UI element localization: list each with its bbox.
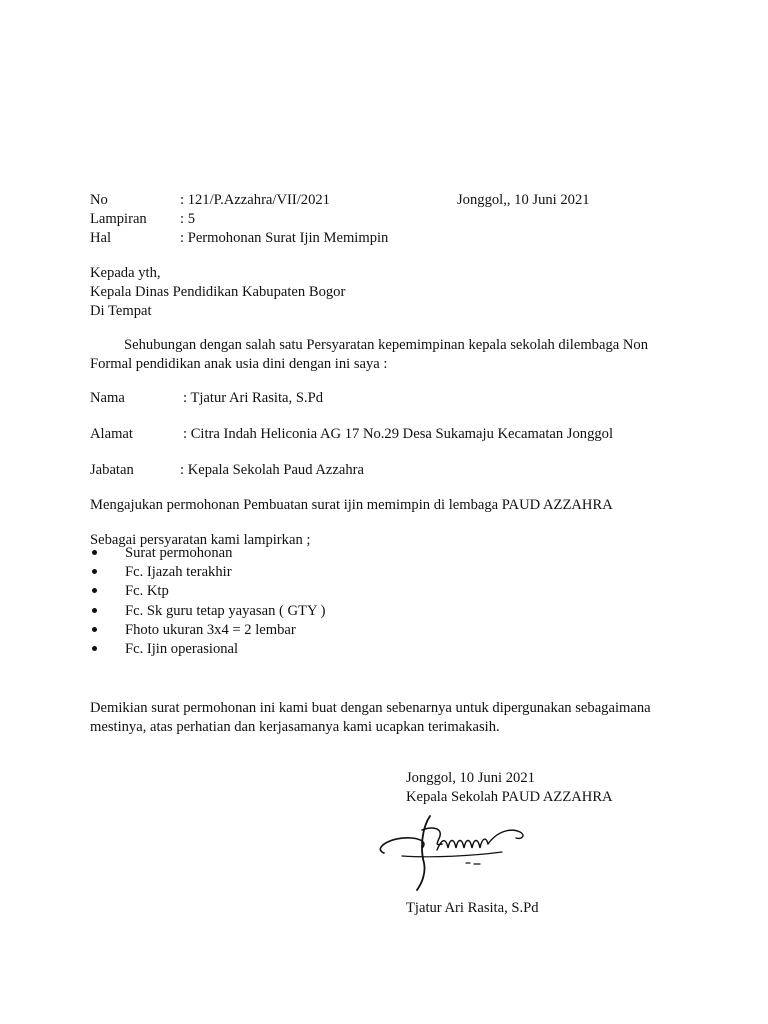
- recipient-greeting: Kepada yth,: [90, 265, 161, 281]
- handwritten-signature: [362, 808, 542, 898]
- field-value-alamat: : Citra Indah Heliconia AG 17 No.29 Desa Sukamaju Kecamatan Jonggol: [183, 426, 614, 442]
- field-label-jabatan: Jabatan: [90, 462, 134, 478]
- no-value: : 121/P.Azzahra/VII/2021: [180, 192, 330, 208]
- signature-position: Kepala Sekolah PAUD AZZAHRA: [406, 789, 613, 805]
- hal-label: Hal: [90, 230, 112, 246]
- request-text: Mengajukan permohonan Pembuatan surat ijin memimpin di lembaga PAUD AZZAHRA: [90, 497, 613, 513]
- recipient-place: Di Tempat: [90, 303, 152, 319]
- recipient-office: Kepala Dinas Pendidikan Kabupaten Bogor: [90, 284, 346, 300]
- bullet-icon: [92, 627, 97, 632]
- closing-line-1: Demikian surat permohonan ini kami buat dengan sebenarnya untuk dipergunakan sebagaimana: [90, 700, 651, 716]
- field-label-nama: Nama: [90, 390, 125, 406]
- list-item: Fhoto ukuran 3x4 = 2 lembar: [90, 621, 325, 640]
- list-item: Fc. Ijin operasional: [90, 640, 325, 659]
- attachments-intro: Sebagai persyaratan kami lampirkan ;: [90, 532, 311, 548]
- attachments-list: [90, 544, 325, 659]
- lampiran-label: Lampiran: [90, 211, 147, 227]
- list-item: Fc. Ktp: [90, 582, 325, 601]
- list-item: Fc. Sk guru tetap yayasan ( GTY ): [90, 602, 325, 621]
- field-value-nama: : Tjatur Ari Rasita, S.Pd: [183, 390, 323, 406]
- hal-value: : Permohonan Surat Ijin Memimpin: [180, 230, 389, 246]
- list-item: Surat permohonan: [90, 544, 325, 563]
- list-item: Fc. Ijazah terakhir: [90, 563, 325, 582]
- lampiran-value: : 5: [180, 211, 195, 227]
- intro-line-1: Sehubungan dengan salah satu Persyaratan kepemimpinan kepala sekolah dilembaga Non: [124, 337, 648, 353]
- header-place-date: Jonggol,, 10 Juni 2021: [457, 192, 590, 208]
- field-value-jabatan: : Kepala Sekolah Paud Azzahra: [180, 462, 364, 478]
- bullet-icon: [92, 646, 97, 651]
- intro-line-2: Formal pendidikan anak usia dini dengan ini saya :: [90, 356, 388, 372]
- signature-place-date: Jonggol, 10 Juni 2021: [406, 770, 535, 786]
- bullet-icon: [92, 569, 97, 574]
- bullet-icon: [92, 588, 97, 593]
- field-label-alamat: Alamat: [90, 426, 133, 442]
- bullet-icon: [92, 550, 97, 555]
- no-label: No: [90, 192, 108, 208]
- signatory-name: Tjatur Ari Rasita, S.Pd: [406, 900, 539, 916]
- closing-line-2: mestinya, atas perhatian dan kerjasamanya kami ucapkan terimakasih.: [90, 719, 500, 735]
- bullet-icon: [92, 608, 97, 613]
